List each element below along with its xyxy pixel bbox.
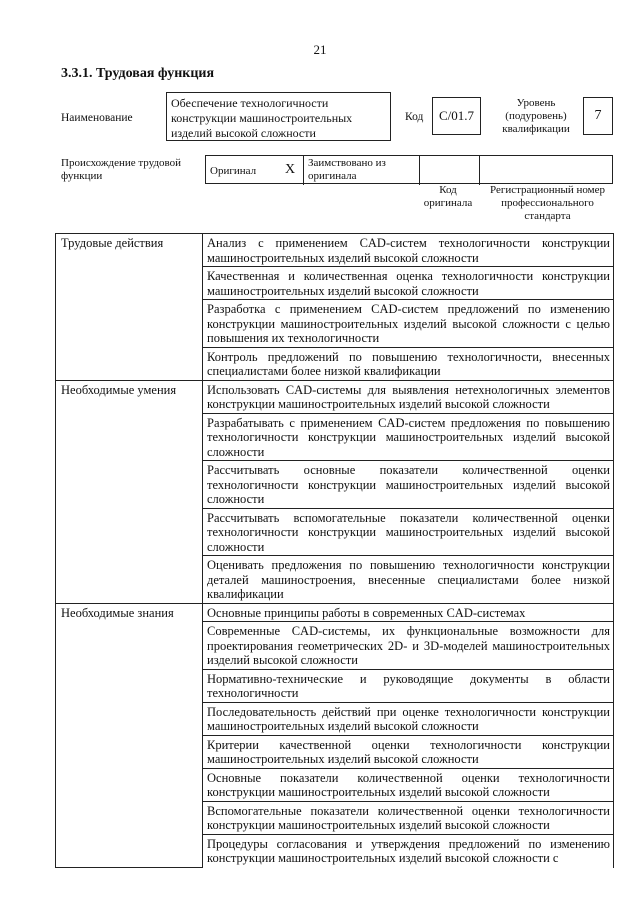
- borrowed-label: Заимствовано из оригинала: [308, 157, 386, 182]
- code-original-label: Код оригинала: [423, 184, 473, 209]
- category-cell: Необходимые знания: [56, 603, 203, 868]
- page-number: 21: [313, 42, 327, 57]
- list-item-cut: [203, 834, 614, 868]
- list-item: Использовать CAD-системы для выявления нетехнологичных элементов конструкции машиностроительных изделий высокой сложности: [203, 380, 614, 413]
- list-item: Современные CAD-системы, их функциональные возможности для проектирования геометрических 2D- и 3D-моделей машиностроительных изделий высокой сложности: [203, 622, 614, 670]
- original-mark: X: [285, 162, 296, 177]
- list-item-text: Процедуры согласования и утверждения предложений по изменению конструкции машиностроительных изделий высокой сложности с: [207, 836, 610, 865]
- list-item: Нормативно-технические и руководящие документы в области технологичности: [203, 669, 614, 702]
- level-value-box: 7: [583, 97, 613, 135]
- level-label: Уровень (подуровень) квалификации: [502, 97, 570, 135]
- function-table: [55, 233, 614, 868]
- list-item: Анализ с применением CAD-систем технологичности конструкции машиностроительных изделий высокой сложности: [203, 234, 614, 267]
- origin-label: Происхождение трудовой функции: [61, 157, 182, 182]
- list-item: Оценивать предложения по повышению технологичности конструкции деталей машиностроения, внесенные специалистами более низкой квалификации: [203, 556, 614, 604]
- code-label: Код: [405, 111, 424, 123]
- list-item: Последовательность действий при оценке технологичности конструкции машиностроительных изделий высокой сложности: [203, 702, 614, 735]
- list-item: Разработка с применением CAD-систем предложений по изменению конструкции машиностроительных изделий высокой сложности с целью повышения их технологичности: [203, 300, 614, 348]
- category-cell: Необходимые умения: [56, 380, 203, 603]
- table-row: [56, 380, 614, 413]
- category-cell: Трудовые действия: [56, 234, 203, 381]
- list-item: Вспомогательные показатели количественной оценки технологичности конструкции машиностроительных изделий высокой сложности: [203, 801, 614, 834]
- list-item: Разрабатывать с применением CAD-систем предложения по повышению технологичности конструкции машиностроительных изделий высокой сложности: [203, 413, 614, 461]
- list-item: Основные принципы работы в современных CAD-системах: [203, 603, 614, 622]
- table-row: [56, 603, 614, 622]
- original-label: Оригинал: [210, 165, 257, 177]
- list-item: Критерии качественной оценки технологичности конструкции машиностроительных изделий высокой сложности: [203, 735, 614, 768]
- origin-row: [205, 155, 613, 184]
- section-title: 3.3.1. Трудовая функция: [61, 66, 215, 81]
- list-item: Рассчитывать основные показатели количественной оценки технологичности конструкции машиностроительных изделий высокой сложности: [203, 461, 614, 509]
- function-name-box: Обеспечение технологичности конструкции машиностроительных изделий высокой сложности: [166, 92, 391, 141]
- table-row: [56, 234, 614, 267]
- list-item: Качественная и количественная оценка технологичности конструкции машиностроительных изделий высокой сложности: [203, 267, 614, 300]
- code-value-box: С/01.7: [432, 97, 481, 135]
- list-item: Основные показатели количественной оценки технологичности конструкции машиностроительных изделий высокой сложности: [203, 768, 614, 801]
- reg-number-label: Регистрационный номер профессионального стандарта: [489, 184, 606, 222]
- name-label: Наименование: [61, 112, 133, 124]
- list-item: Контроль предложений по повышению технологичности, внесенных специалистами более низкой квалификации: [203, 347, 614, 380]
- list-item: Рассчитывать вспомогательные показатели количественной оценки технологичности конструкции машиностроительных изделий высокой сложности: [203, 508, 614, 556]
